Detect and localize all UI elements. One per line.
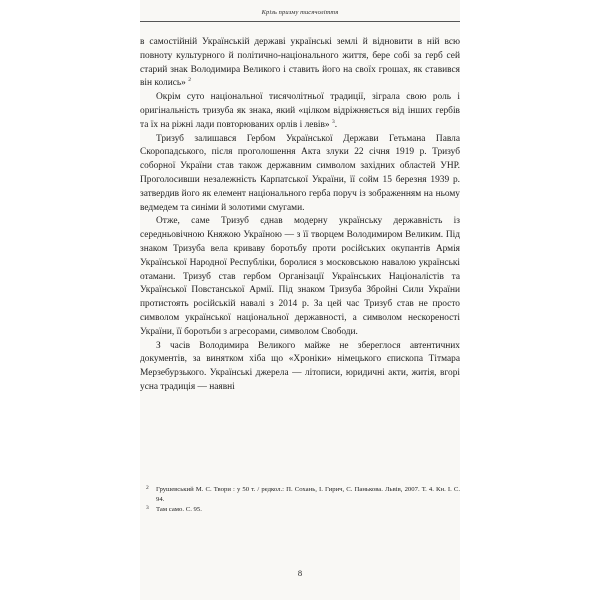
footnote — [140, 484, 460, 504]
footnote-number: 2 — [146, 485, 149, 491]
footnote-ref: 2 — [188, 77, 191, 84]
footnote-text: Грушевський М. С. Твори : у 50 т. / редкол.: П. Сохань, І. Гирич, С. Панькова. Львів, 2007. Т. 4. Кн. I. С. 94. — [156, 486, 460, 503]
header-rule — [140, 21, 460, 22]
body-text — [140, 36, 460, 395]
footnote-number: 3 — [146, 505, 149, 511]
paragraph-tail: . — [334, 119, 338, 130]
paragraph-text: Окрім суто національної тисячолітньої традиції, зіграла свою роль і оригінальність тризуба як знака, який «цілком відріжняється від інших гербів та їх на ріжні лади повторюваних орлів і левів» — [140, 92, 460, 130]
paragraph-text: Отже, саме Тризуб єднав модерну українську державність із середньовічною Княжою Україною — з її творцем Володимиром Великим. Під знаком Тризуба вела криваву боротьбу проти російських окупантів Армія Української Народної Республіки, боролися з московською навалою українські отамани. Тризуб став гербом Організації Українських Націоналістів та Української Повстанської Армії. Під знаком Тризуба Збройні Сили України протистоять російській навалі з 2014 р. За цей час Тризуб став не просто символом української національної державності, а символом нескореності України, її боротьби з агресорами, символом Свободи. — [140, 216, 460, 337]
footnote — [140, 504, 460, 515]
paragraph-text: З часів Володимира Великого майже не збереглося автентичних документів, за винятком хіба що «Хроніки» німецького єпископа Тітмара Мерзебурзького. Українські джерела — літописи, юридичні акти, житія, вгорі усна традиція — наявні — [140, 340, 460, 392]
page-number: 8 — [297, 568, 303, 578]
paragraph — [140, 91, 460, 132]
paragraph-continued — [140, 36, 460, 91]
footnote-text: Там само. С. 95. — [156, 506, 202, 513]
footnotes — [140, 484, 460, 515]
paragraph — [140, 340, 460, 395]
paragraph-text: в самостійній Українській державі українські землі й відновити в ній всю повноту культурного й політично-національного життя, бере собі за герб сей старий знак Володимира Великого і ставить його на своїх грошах, як ставився він колись» — [140, 37, 460, 89]
footnote-ref: 3 — [331, 118, 335, 125]
paragraph — [140, 133, 460, 216]
paragraph-text: Тризуб залишався Гербом Української Держави Гетьмана Павла Скоропадського, після проголошення Акта злуки 22 січня 1919 р. Тризуб соборної України став також державним символом західних областей УНР. Проголосивши незалежність Карпатської України, її сойм 15 березня 1939 р. затвердив його як елемент національного герба поруч із зображенням на ньому ведмедем та синіми й золотими смугами. — [140, 133, 460, 213]
running-title: Крізь призму тисячоліття — [261, 9, 339, 16]
book-page — [140, 0, 460, 600]
paragraph — [140, 215, 460, 339]
